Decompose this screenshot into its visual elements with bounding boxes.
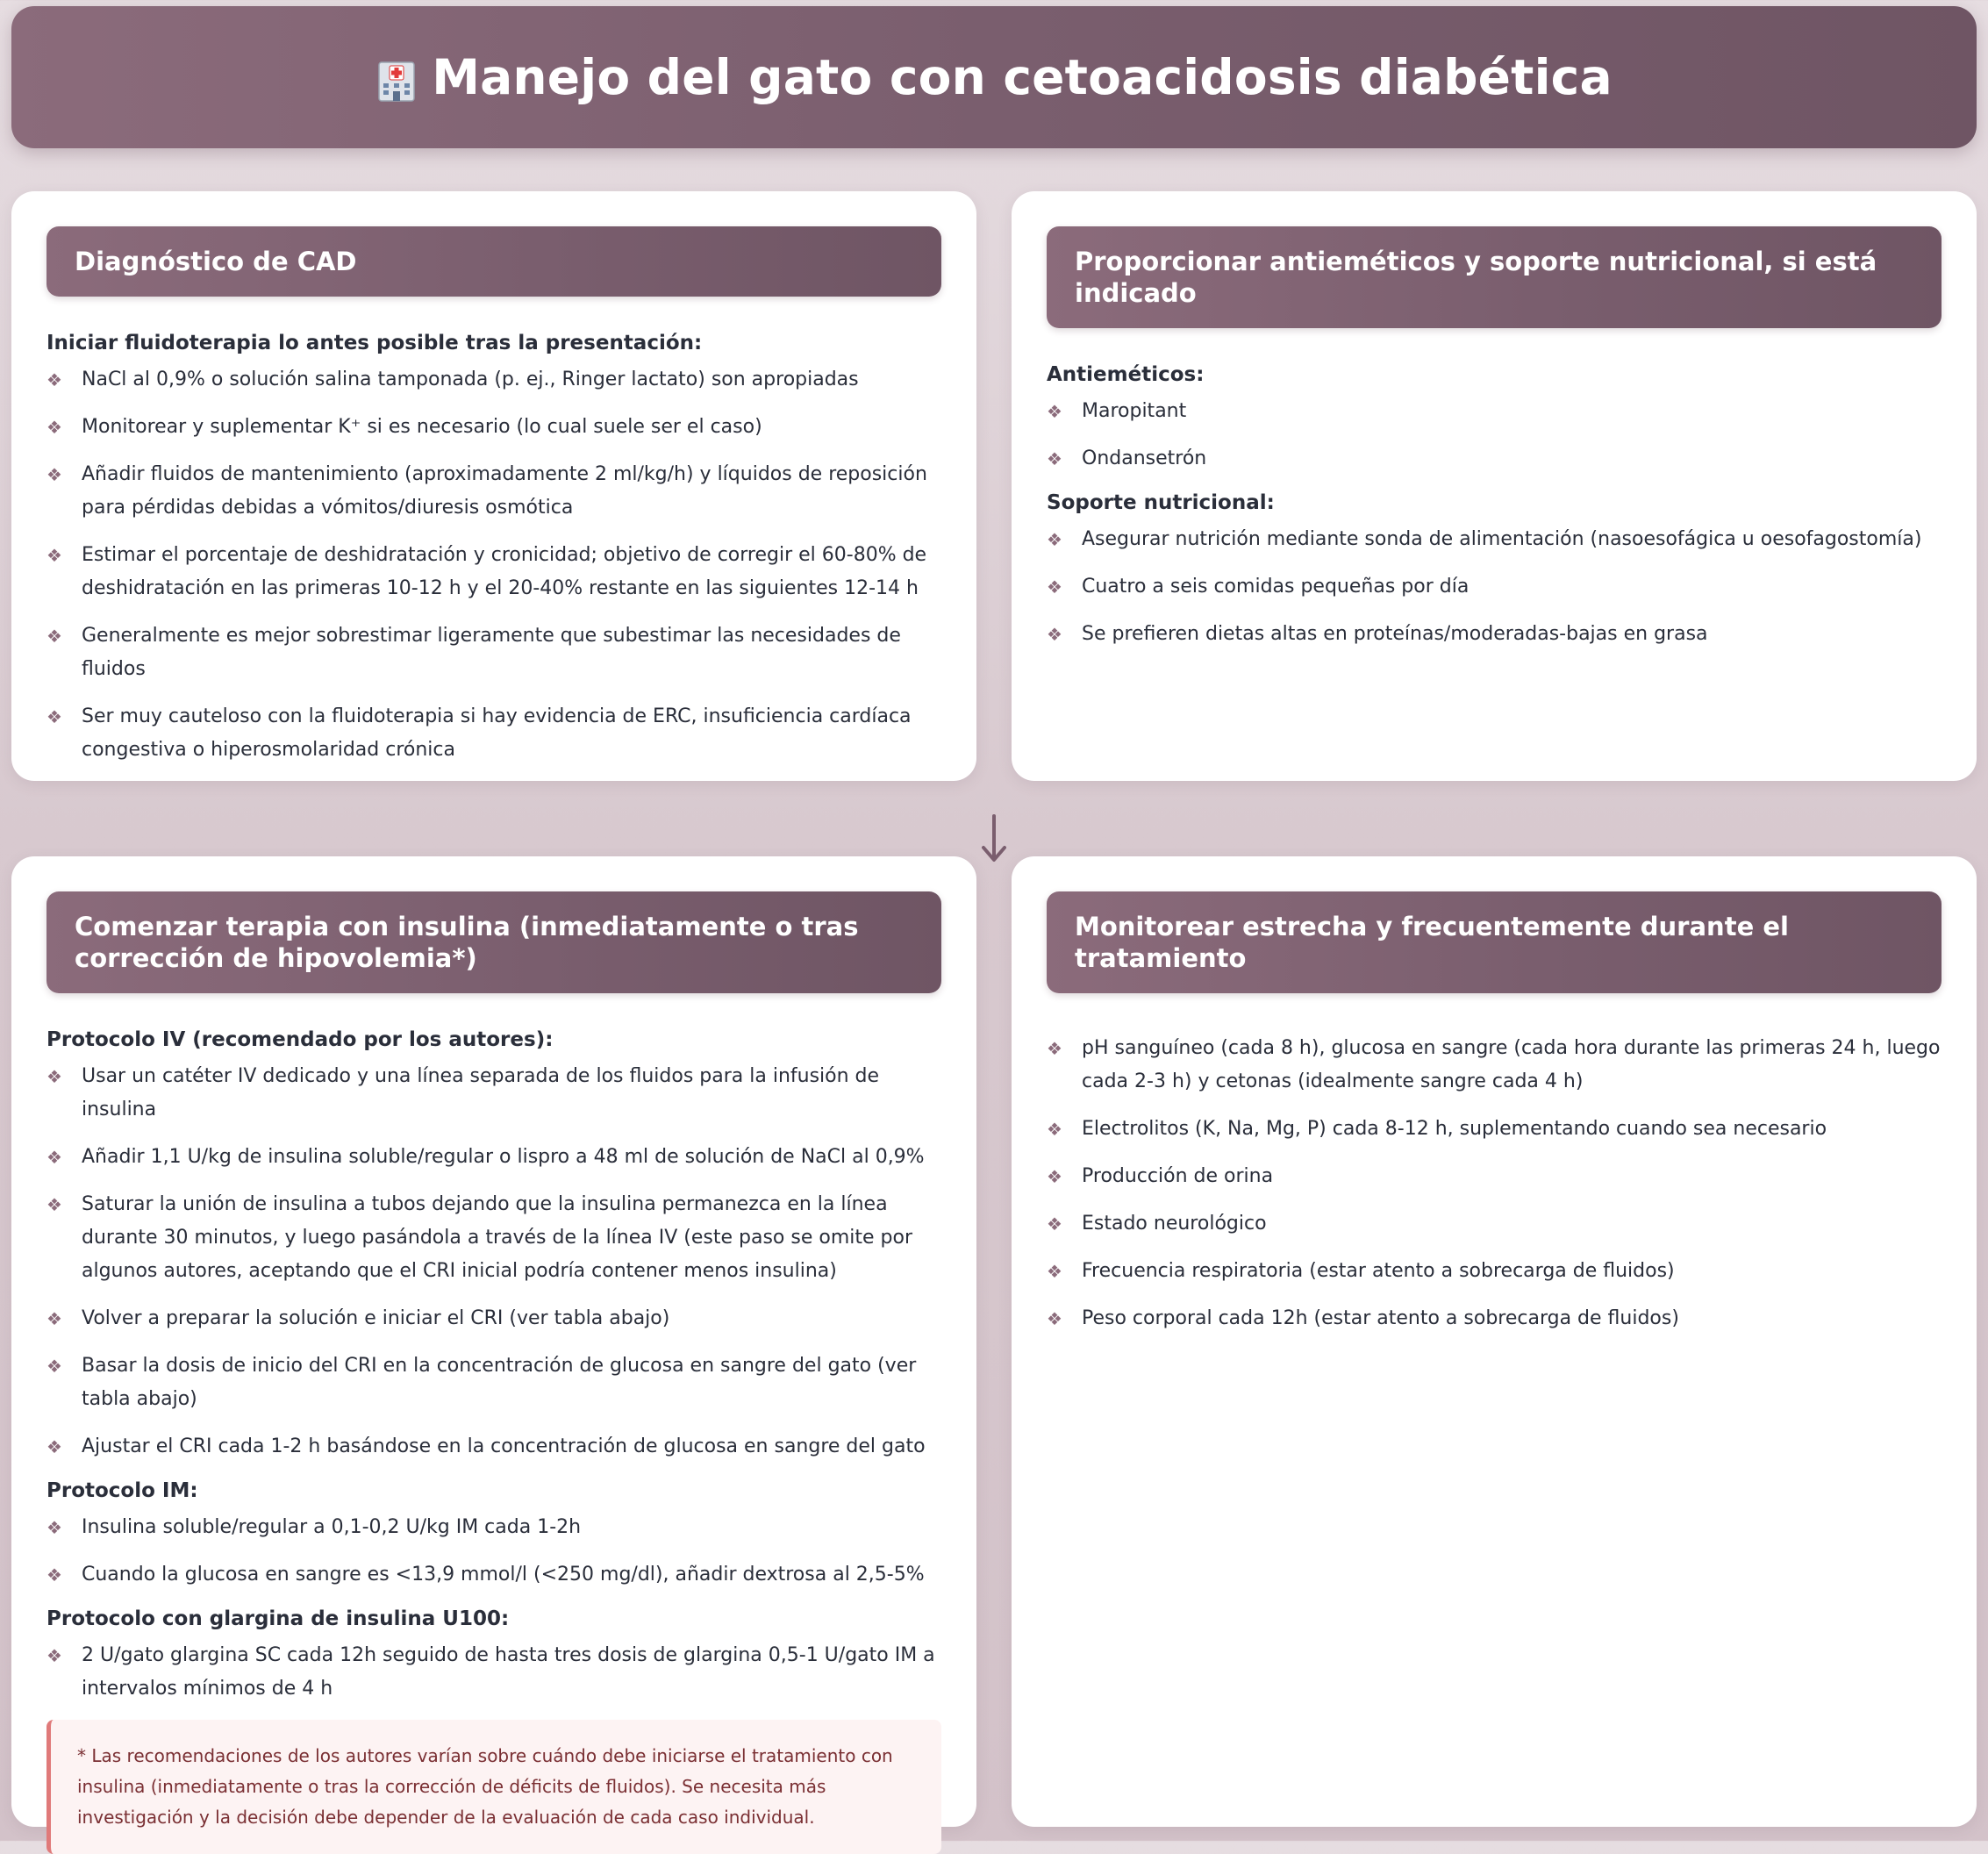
diamond-bullet-icon: ❖ xyxy=(1047,448,1062,469)
antiemetics-card xyxy=(1012,191,1977,781)
diamond-bullet-icon: ❖ xyxy=(1047,529,1062,550)
list-item: ❖ Basar la dosis de inicio del CRI en la concentración de glucosa en sangre del gato (ver tabla abajo) xyxy=(46,1349,941,1416)
antiemetics-list xyxy=(1047,395,1942,476)
monitoring-header: Monitorear estrecha y frecuentemente durante el tratamiento xyxy=(1047,891,1942,993)
diamond-bullet-icon: ❖ xyxy=(46,626,62,647)
antiemetics-header: Proporcionar antieméticos y soporte nutricional, si está indicado xyxy=(1047,226,1942,328)
list-item: ❖ Estado neurológico xyxy=(1047,1207,1942,1241)
diamond-bullet-icon: ❖ xyxy=(1047,1038,1062,1059)
fluid-therapy-heading: Iniciar fluidoterapia lo antes posible tras la presentación: xyxy=(46,332,703,354)
list-item: ❖ Electrolitos (K, Na, Mg, P) cada 8-12 h, suplementando cuando sea necesario xyxy=(1047,1113,1942,1146)
diamond-bullet-icon: ❖ xyxy=(46,1356,62,1377)
list-item: ❖ Añadir fluidos de mantenimiento (aproximadamente 2 ml/kg/h) y líquidos de reposición para pérdidas debidas a vómitos/diuresis osmótica xyxy=(46,458,941,525)
list-item: ❖ Estimar el porcentaje de deshidratación y cronicidad; objetivo de corregir el 60-80% de deshidratación en las primeras 10-12 h y el 20-40% restante en las siguientes 12-14 h xyxy=(46,539,941,605)
diamond-bullet-icon: ❖ xyxy=(46,706,62,727)
glargine-protocol-heading: Protocolo con glargina de insulina U100: xyxy=(46,1607,510,1630)
list-item: ❖ Frecuencia respiratoria (estar atento a sobrecarga de fluidos) xyxy=(1047,1255,1942,1288)
hospital-icon xyxy=(375,59,418,103)
diagnosis-header: Diagnóstico de CAD xyxy=(46,226,941,297)
list-item: ❖ Volver a preparar la solución e iniciar el CRI (ver tabla abajo) xyxy=(46,1302,941,1335)
monitoring-list xyxy=(1047,1032,1942,1335)
diagnosis-card xyxy=(11,191,976,781)
diamond-bullet-icon: ❖ xyxy=(1047,624,1062,645)
diamond-bullet-icon: ❖ xyxy=(46,1066,62,1087)
iv-protocol-heading: Protocolo IV (recomendado por los autores): xyxy=(46,1028,554,1051)
diamond-bullet-icon: ❖ xyxy=(46,1147,62,1168)
glargine-protocol-list xyxy=(46,1639,941,1706)
list-item: ❖ Insulina soluble/regular a 0,1-0,2 U/kg IM cada 1-2h xyxy=(46,1511,941,1544)
diamond-bullet-icon: ❖ xyxy=(46,1308,62,1329)
list-item: ❖ Maropitant xyxy=(1047,395,1942,428)
diamond-bullet-icon: ❖ xyxy=(46,1194,62,1215)
page-header xyxy=(11,6,1977,148)
list-item: ❖ Monitorear y suplementar K⁺ si es necesario (lo cual suele ser el caso) xyxy=(46,411,941,444)
list-item: ❖ Ondansetrón xyxy=(1047,442,1942,476)
arrow-down-icon xyxy=(980,814,1008,865)
list-item: ❖ NaCl al 0,9% o solución salina tamponada (p. ej., Ringer lactato) son apropiadas xyxy=(46,363,941,397)
diamond-bullet-icon: ❖ xyxy=(1047,1308,1062,1329)
monitoring-card xyxy=(1012,856,1977,1827)
diamond-bullet-icon: ❖ xyxy=(46,417,62,438)
im-protocol-heading: Protocolo IM: xyxy=(46,1479,198,1502)
diamond-bullet-icon: ❖ xyxy=(46,1517,62,1538)
diamond-bullet-icon: ❖ xyxy=(46,1645,62,1666)
list-item: ❖ Se prefieren dietas altas en proteínas/moderadas-bajas en grasa xyxy=(1047,618,1942,651)
diamond-bullet-icon: ❖ xyxy=(1047,576,1062,598)
diamond-bullet-icon: ❖ xyxy=(1047,401,1062,422)
diamond-bullet-icon: ❖ xyxy=(1047,1119,1062,1140)
list-item: ❖ Generalmente es mejor sobrestimar ligeramente que subestimar las necesidades de fluidos xyxy=(46,619,941,686)
list-item: ❖ 2 U/gato glargina SC cada 12h seguido de hasta tres dosis de glargina 0,5-1 U/gato IM a intervalos mínimos de 4 h xyxy=(46,1639,941,1706)
insulin-header: Comenzar terapia con insulina (inmediatamente o tras corrección de hipovolemia*) xyxy=(46,891,941,993)
list-item: ❖ Ajustar el CRI cada 1-2 h basándose en la concentración de glucosa en sangre del gato xyxy=(46,1430,941,1464)
list-item: ❖ Producción de orina xyxy=(1047,1160,1942,1193)
nutrition-list xyxy=(1047,523,1942,651)
list-item: ❖ Ser muy cauteloso con la fluidoterapia si hay evidencia de ERC, insuficiencia cardíaca congestiva o hiperosmolaridad crónica xyxy=(46,700,941,767)
list-item: ❖ Añadir 1,1 U/kg de insulina soluble/regular o lispro a 48 ml de solución de NaCl al 0,9% xyxy=(46,1141,941,1174)
insulin-card xyxy=(11,856,976,1827)
list-item: ❖ Peso corporal cada 12h (estar atento a sobrecarga de fluidos) xyxy=(1047,1302,1942,1335)
list-item: ❖ Usar un catéter IV dedicado y una línea separada de los fluidos para la infusión de insulina xyxy=(46,1060,941,1127)
list-item: ❖ Asegurar nutrición mediante sonda de alimentación (nasoesofágica u oesofagostomía) xyxy=(1047,523,1942,556)
footnote: * Las recomendaciones de los autores varían sobre cuándo debe iniciarse el tratamiento con insulina (inmediatamente o tras la corrección de déficits de fluidos). Se necesita más investigación y la decisión debe depender de la evaluación de cada caso individual. xyxy=(46,1720,941,1854)
im-protocol-list xyxy=(46,1511,941,1592)
list-item: ❖ Cuando la glucosa en sangre es <13,9 mmol/l (<250 mg/dl), añadir dextrosa al 2,5-5% xyxy=(46,1558,941,1592)
list-item: ❖ Saturar la unión de insulina a tubos dejando que la insulina permanezca en la línea durante 30 minutos, y luego pasándola a través de la línea IV (este paso se omite por algunos autores, aceptando que el CRI inicial podría contener menos insulina) xyxy=(46,1188,941,1288)
diamond-bullet-icon: ❖ xyxy=(46,545,62,566)
diamond-bullet-icon: ❖ xyxy=(46,369,62,390)
fluid-therapy-list xyxy=(46,363,941,767)
nutrition-heading: Soporte nutricional: xyxy=(1047,491,1275,514)
iv-protocol-list xyxy=(46,1060,941,1464)
page-title: Manejo del gato con cetoacidosis diabética xyxy=(432,49,1613,105)
diamond-bullet-icon: ❖ xyxy=(46,1436,62,1457)
diamond-bullet-icon: ❖ xyxy=(46,464,62,485)
list-item: ❖ Cuatro a seis comidas pequeñas por día xyxy=(1047,570,1942,604)
diamond-bullet-icon: ❖ xyxy=(1047,1261,1062,1282)
diamond-bullet-icon: ❖ xyxy=(1047,1166,1062,1187)
list-item: ❖ pH sanguíneo (cada 8 h), glucosa en sangre (cada hora durante las primeras 24 h, luego cada 2-3 h) y cetonas (idealmente sangre cada 4 h) xyxy=(1047,1032,1942,1099)
diamond-bullet-icon: ❖ xyxy=(1047,1213,1062,1235)
diamond-bullet-icon: ❖ xyxy=(46,1564,62,1586)
antiemetics-heading: Antieméticos: xyxy=(1047,363,1205,386)
